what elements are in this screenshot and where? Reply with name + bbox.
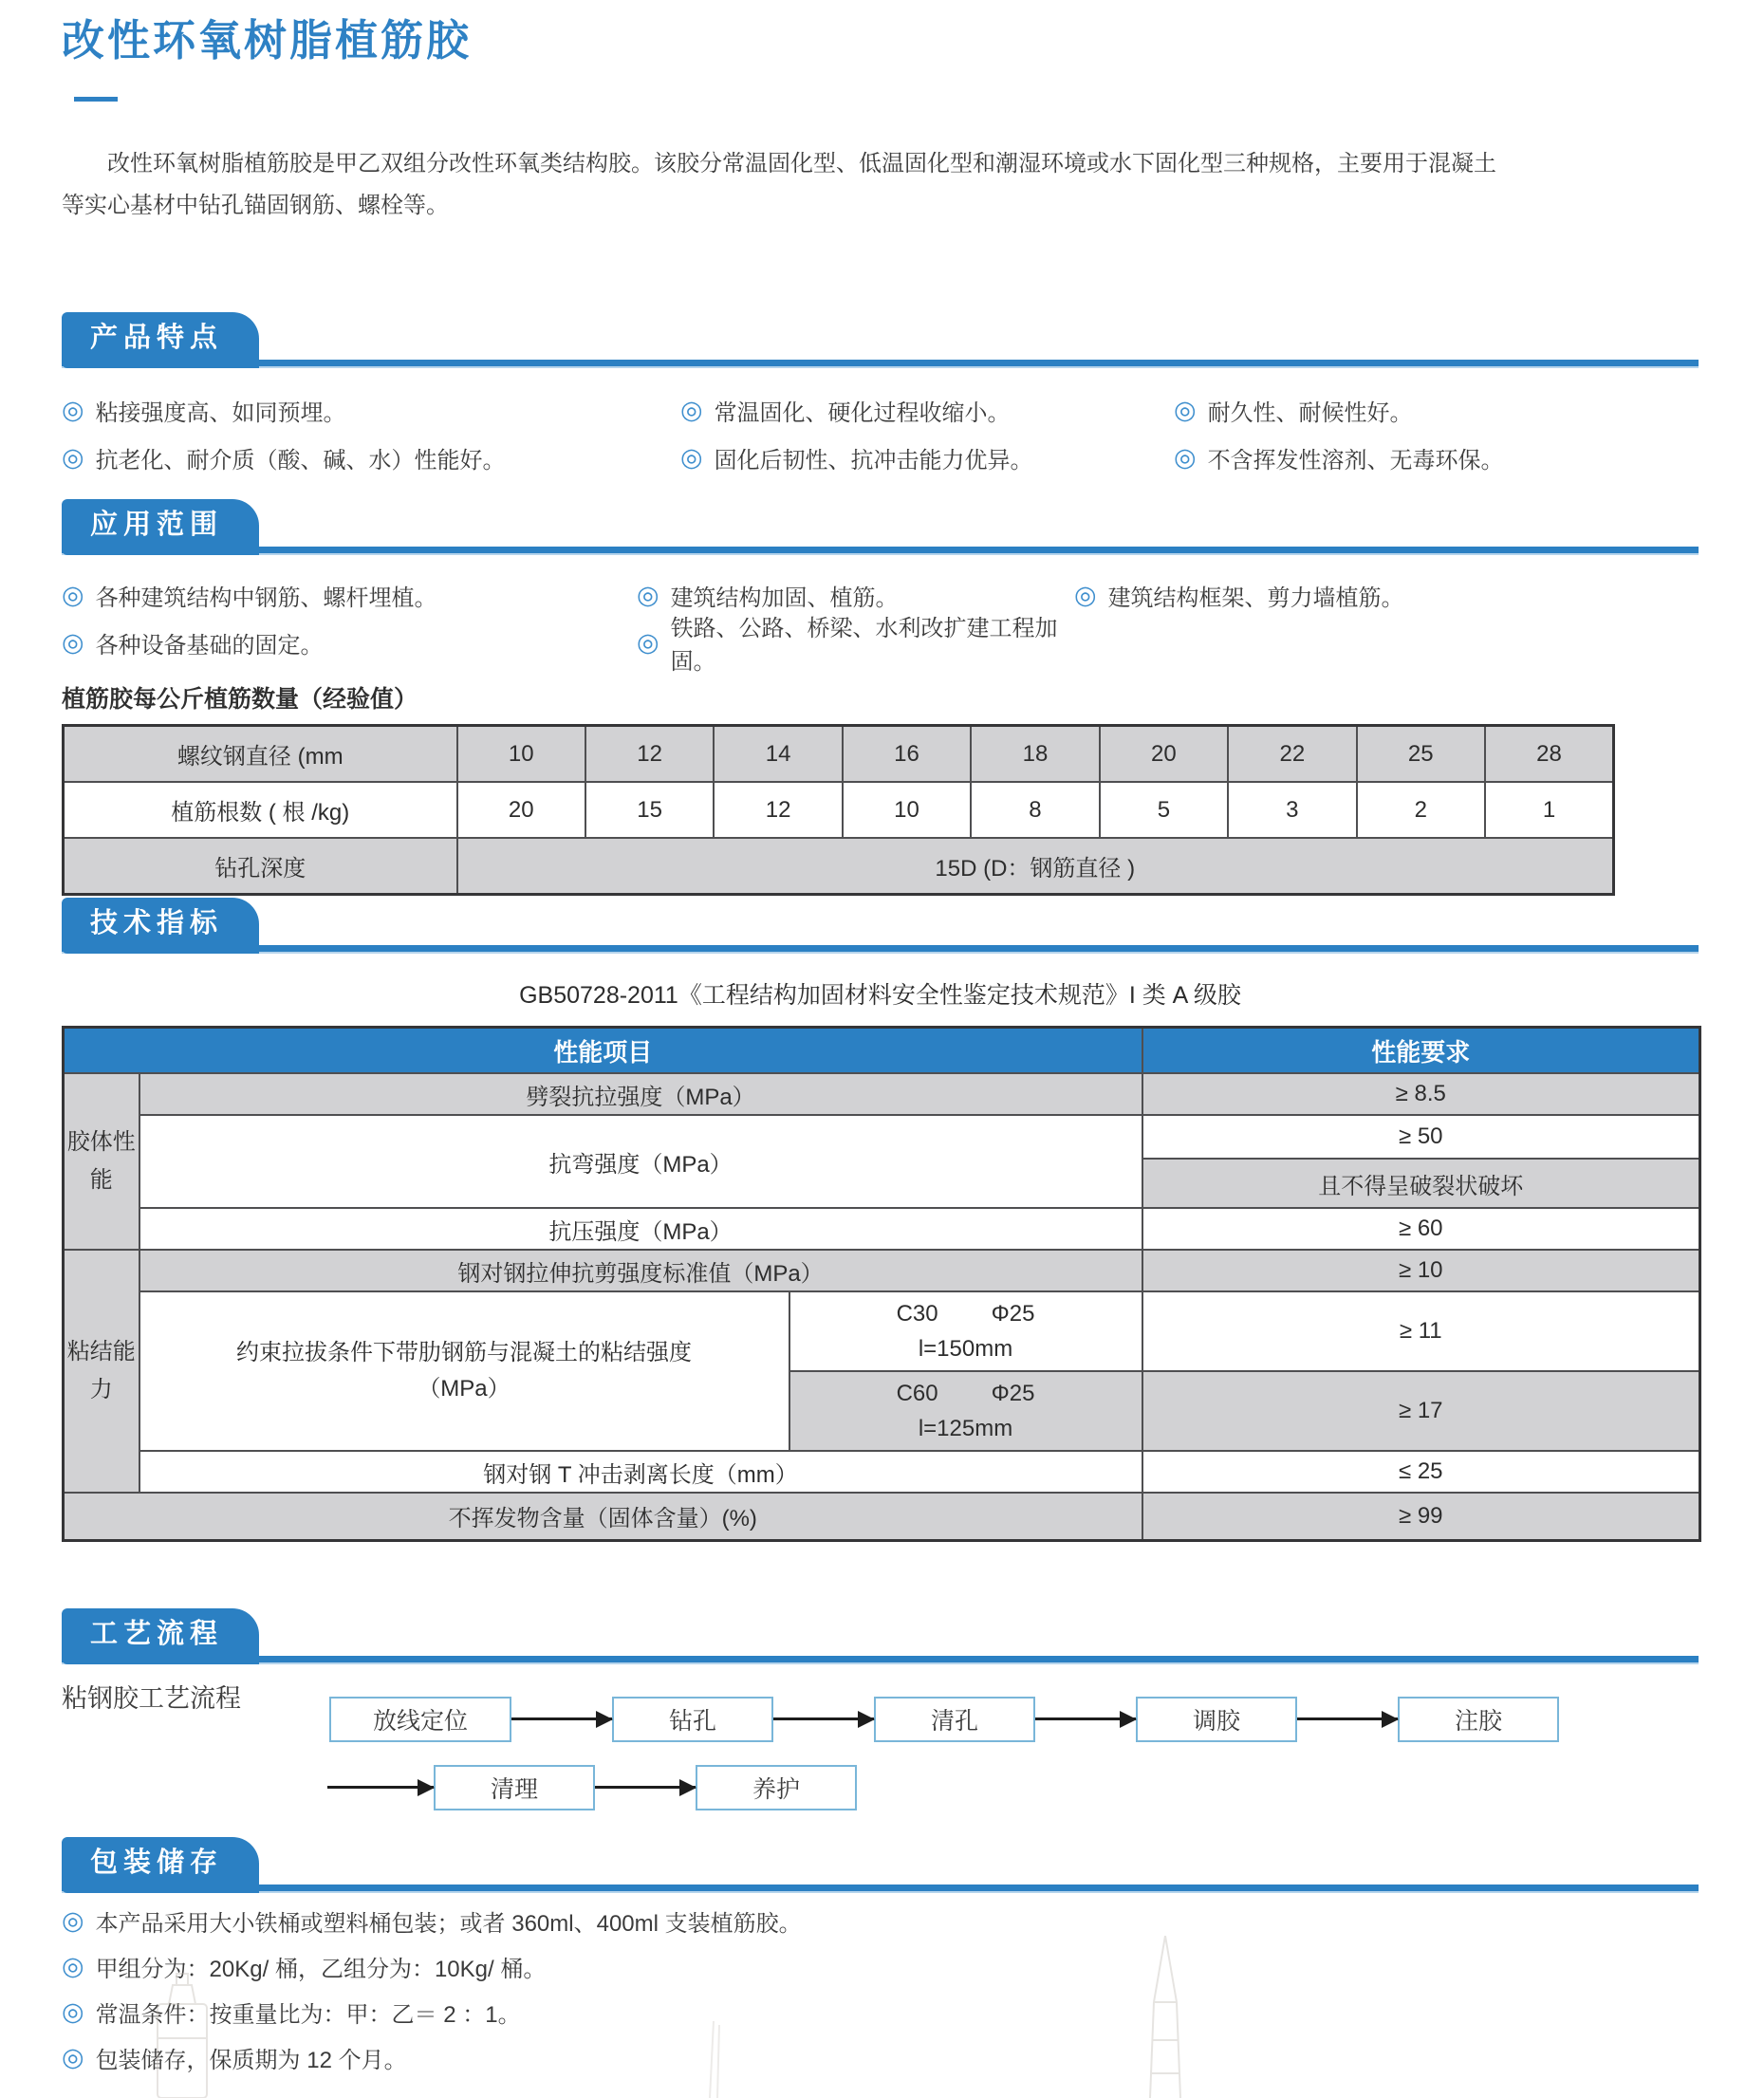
section-rule [62, 547, 1699, 555]
tech-row-req: 且不得呈破裂状破坏 [1142, 1159, 1700, 1208]
arrow-right-icon [1297, 1717, 1398, 1720]
section-header-tech [62, 898, 1699, 954]
feature-item [1174, 440, 1699, 474]
tech-label-line-1: 约束拉拔条件下带肋钢筋与混凝土的粘结强度 [236, 1340, 692, 1365]
section-header-features [62, 312, 1699, 368]
tech-row [64, 1208, 1700, 1250]
bullet-icon: ◎ [637, 627, 659, 657]
flow-step-mix: 调胶 [1136, 1697, 1297, 1742]
bullet-icon: ◎ [637, 580, 659, 609]
dosage-row-counts [64, 782, 1614, 838]
title-dash [74, 97, 118, 102]
section-badge-features: 产品特点 [62, 312, 259, 368]
flow-step-cleanup: 清理 [434, 1765, 595, 1810]
bullet-icon: ◎ [62, 2043, 84, 2071]
process-flow-row-1 [329, 1664, 1699, 1742]
table-cell: 14 [714, 726, 842, 783]
section-rule [62, 1884, 1699, 1893]
feature-text: 抗老化、耐介质（酸、碱、水）性能好。 [95, 447, 506, 473]
bullet-icon: ◎ [62, 442, 84, 472]
table-cell: 18 [971, 726, 1099, 783]
packaging-item [62, 2041, 1699, 2075]
dosage-table [62, 724, 1615, 896]
tech-col-req: 性能要求 [1142, 1028, 1700, 1074]
dosage-table-title: 植筋胶每公斤植筋数量（经验值） [62, 686, 418, 713]
table-cell: 20 [457, 782, 585, 838]
feature-item [1174, 393, 1699, 427]
tech-row-label: 不挥发物含量（固体含量）(%) [64, 1493, 1142, 1540]
application-text: 建筑结构加固、植筋。 [670, 585, 899, 611]
tech-row-label: 钢对钢拉伸抗剪强度标准值（MPa） [139, 1250, 1142, 1291]
tech-subcondition-c60 [789, 1371, 1142, 1451]
tech-row [64, 1073, 1700, 1115]
bullet-icon: ◎ [680, 442, 703, 472]
bullet-icon: ◎ [62, 1906, 84, 1935]
section-header-packaging [62, 1837, 1699, 1893]
tech-row-req: ≥ 99 [1142, 1493, 1700, 1540]
tech-row-label: 抗压强度（MPa） [139, 1208, 1142, 1250]
features-list [62, 393, 1699, 474]
tech-row [64, 1291, 1700, 1371]
application-item [62, 578, 637, 612]
bullet-icon: ◎ [62, 627, 84, 657]
bullet-icon: ◎ [1174, 395, 1197, 424]
tech-row-label: 劈裂抗拉强度（MPa） [139, 1073, 1142, 1115]
section-badge-packaging: 包装储存 [62, 1837, 259, 1893]
tech-row [64, 1115, 1700, 1159]
tech-row-req: ≥ 8.5 [1142, 1073, 1700, 1115]
section-header-process [62, 1608, 1699, 1664]
packaging-text: 常温条件：按重量比为：甲：乙＝ 2 ：1。 [95, 2002, 521, 2028]
dosage-row-diameter [64, 726, 1614, 783]
bullet-icon: ◎ [1174, 442, 1197, 472]
tech-row-req: ≥ 10 [1142, 1250, 1700, 1291]
application-text: 铁路、公路、桥梁、水利改扩建工程加固。 [670, 616, 1058, 675]
applications-list [62, 578, 1699, 675]
bullet-icon: ◎ [62, 1952, 84, 1980]
application-text: 各种建筑结构中钢筋、螺杆埋植。 [95, 585, 437, 611]
flow-step-drill: 钻孔 [612, 1697, 773, 1742]
feature-text: 固化后韧性、抗冲击能力优异。 [714, 447, 1033, 473]
packaging-list [62, 1904, 1699, 2075]
tech-group-glue: 胶体性能 [64, 1073, 139, 1250]
flow-step-cure: 养护 [696, 1765, 857, 1810]
section-badge-tech: 技术指标 [62, 898, 259, 954]
packaging-text: 甲组分为：20Kg/ 桶，乙组分为：10Kg/ 桶。 [95, 1957, 547, 1982]
section-rule [62, 1656, 1699, 1664]
section-rule [62, 945, 1699, 954]
bullet-icon: ◎ [62, 395, 84, 424]
feature-item [62, 440, 680, 474]
flow-step-inject: 注胶 [1398, 1697, 1559, 1742]
application-item [62, 625, 637, 659]
table-cell: 3 [1228, 782, 1356, 838]
feature-text: 粘接强度高、如同预埋。 [95, 399, 346, 426]
length-label: l=125mm [918, 1416, 1013, 1441]
tech-row-label: 钢对钢 T 冲击剥离长度（mm） [139, 1451, 1142, 1493]
table-cell: 20 [1100, 726, 1228, 783]
arrow-right-icon [511, 1717, 612, 1720]
process-flow-row-2 [327, 1765, 1699, 1810]
flow-step-layout: 放线定位 [329, 1697, 511, 1742]
tech-row-label [139, 1291, 789, 1451]
tech-subcondition-c30 [789, 1291, 1142, 1371]
feature-item [680, 393, 1174, 427]
tech-row-label: 抗弯强度（MPa） [139, 1115, 1142, 1208]
tech-row-req: ≤ 25 [1142, 1451, 1700, 1493]
arrow-right-icon [595, 1786, 696, 1789]
application-item [1074, 578, 1699, 612]
table-cell: 5 [1100, 782, 1228, 838]
tech-col-item: 性能项目 [64, 1028, 1142, 1074]
bullet-icon: ◎ [62, 1997, 84, 2026]
length-label: l=150mm [918, 1336, 1013, 1362]
table-cell: 1 [1485, 782, 1614, 838]
tech-row-req: ≥ 17 [1142, 1371, 1700, 1451]
bullet-icon: ◎ [62, 580, 84, 609]
dosage-row-label: 钻孔深度 [64, 838, 457, 895]
table-cell: 12 [714, 782, 842, 838]
application-text: 各种设备基础的固定。 [95, 632, 324, 659]
table-cell: 15D (D：钢筋直径 ) [457, 838, 1614, 895]
dosage-row-label: 螺纹钢直径 (mm [64, 726, 457, 783]
feature-item [680, 440, 1174, 474]
arrow-right-icon [1035, 1717, 1136, 1720]
section-badge-process: 工艺流程 [62, 1608, 259, 1664]
process-subtitle: 粘钢胶工艺流程 [62, 1683, 241, 1713]
intro-line-2: 等实心基材中钻孔锚固钢筋、螺栓等。 [62, 193, 449, 218]
dosage-row-depth [64, 838, 1614, 895]
packaging-text: 包装储存，保质期为 12 个月。 [95, 2048, 407, 2073]
bar-label: Φ25 [991, 1381, 1035, 1406]
table-cell: 2 [1357, 782, 1485, 838]
application-text: 建筑结构框架、剪力墙植筋。 [1107, 585, 1404, 611]
grade-label: C60 [896, 1381, 938, 1406]
section-header-applications [62, 499, 1699, 555]
tech-standard-line: GB50728-2011《工程结构加固材料安全性鉴定技术规范》I 类 A 级胶 [519, 982, 1241, 1009]
feature-text: 不含挥发性溶剂、无毒环保。 [1207, 447, 1504, 473]
page-title: 改性环氧树脂植筋胶 [62, 16, 473, 65]
table-cell: 12 [585, 726, 714, 783]
grade-label: C30 [896, 1301, 938, 1327]
section-rule [62, 360, 1699, 368]
bullet-icon: ◎ [680, 395, 703, 424]
table-cell: 28 [1485, 726, 1614, 783]
table-cell: 22 [1228, 726, 1356, 783]
process-flow [62, 1664, 1699, 1810]
feature-text: 耐久性、耐候性好。 [1207, 399, 1413, 426]
intro-line-1: 改性环氧树脂植筋胶是甲乙双组分改性环氧类结构胶。该胶分常温固化型、低温固化型和潮湿环境或水下固化型三种规格，主要用于混凝土 [107, 151, 1496, 176]
tech-header-row [64, 1028, 1700, 1074]
packaging-item [62, 1950, 1699, 1984]
table-cell: 15 [585, 782, 714, 838]
tech-row-req: ≥ 11 [1142, 1291, 1700, 1371]
tech-row-req: ≥ 50 [1142, 1115, 1700, 1159]
table-cell: 8 [971, 782, 1099, 838]
tech-table [62, 1026, 1701, 1542]
tech-row [64, 1493, 1700, 1540]
arrow-right-icon [327, 1786, 434, 1789]
tech-row [64, 1250, 1700, 1291]
table-cell: 10 [457, 726, 585, 783]
table-cell: 25 [1357, 726, 1485, 783]
packaging-text: 本产品采用大小铁桶或塑料桶包装；或者 360ml、400ml 支装植筋胶。 [95, 1911, 802, 1937]
arrow-right-icon [773, 1717, 874, 1720]
tech-group-bond: 粘结能力 [64, 1250, 139, 1493]
flow-step-clean-hole: 清孔 [874, 1697, 1035, 1742]
intro-paragraph [62, 143, 1699, 227]
application-item [637, 616, 1074, 675]
bullet-icon: ◎ [1074, 580, 1097, 609]
bar-label: Φ25 [991, 1301, 1035, 1327]
packaging-item [62, 1904, 1699, 1939]
feature-item [62, 393, 680, 427]
feature-text: 常温固化、硬化过程收缩小。 [714, 399, 1011, 426]
table-cell: 10 [843, 782, 971, 838]
tech-row-req: ≥ 60 [1142, 1208, 1700, 1250]
application-item [637, 578, 1074, 612]
packaging-item [62, 1996, 1699, 2030]
tech-row [64, 1451, 1700, 1493]
section-badge-applications: 应用范围 [62, 499, 259, 555]
dosage-row-label: 植筋根数 ( 根 /kg) [64, 782, 457, 838]
tech-label-line-2: （MPa） [418, 1376, 511, 1402]
table-cell: 16 [843, 726, 971, 783]
